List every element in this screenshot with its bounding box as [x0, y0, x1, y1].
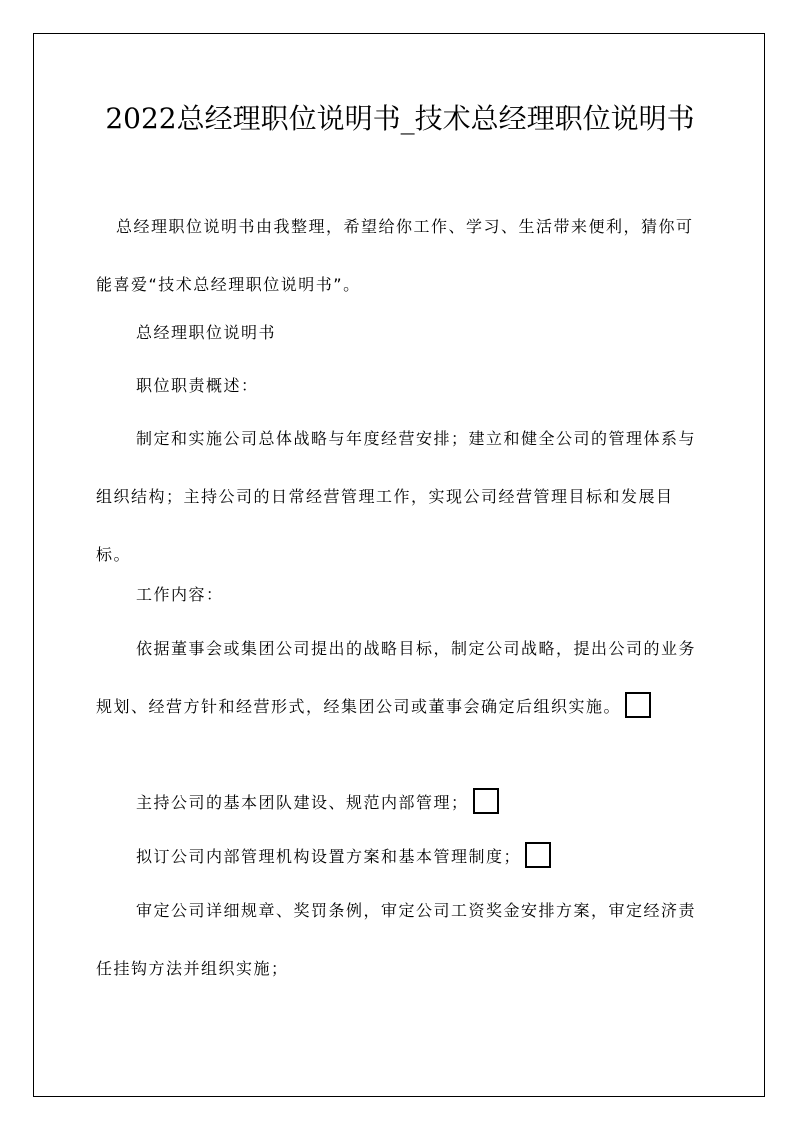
work-item-team-text: 主持公司的基本团队建设、规范内部管理； [136, 793, 469, 812]
work-heading [96, 566, 708, 624]
work-item-strategy-text: 依据董事会或集团公司提出的战略目标，制定公司战略，提出公司的业务规划、经营方针和经营形式，经集团公司或董事会确定后组织实施。 [96, 639, 697, 716]
duties-paragraph [96, 410, 708, 584]
work-item-team [96, 774, 708, 832]
section-heading [96, 304, 708, 362]
intro-text: 总经理职位说明书由我整理，希望给你工作、学习、生活带来便利，猜你可能喜爱“技术总经理职位说明书”。 [96, 217, 694, 294]
placeholder-box [525, 842, 551, 868]
work-item-strategy [96, 620, 708, 736]
placeholder-box [473, 788, 499, 814]
duties-heading [96, 357, 708, 415]
section-heading-text: 总经理职位说明书 [136, 323, 277, 342]
work-heading-text: 工作内容： [136, 585, 224, 604]
work-item-rules [96, 882, 708, 998]
placeholder-box [625, 692, 651, 718]
duties-heading-text: 职位职责概述： [136, 376, 259, 395]
duties-text: 制定和实施公司总体战略与年度经营安排；建立和健全公司的管理体系与组织结构；主持公司的日常经营管理工作，实现公司经营管理目标和发展目标。 [96, 429, 697, 564]
document-title: 2022总经理职位说明书_技术总经理职位说明书 [105, 102, 695, 135]
work-item-structure-text: 拟订公司内部管理机构设置方案和基本管理制度； [136, 847, 522, 866]
intro-paragraph [96, 198, 708, 314]
work-item-structure [96, 828, 708, 886]
work-item-rules-text: 审定公司详细规章、奖罚条例，审定公司工资奖金安排方案，审定经济责任挂钩方法并组织实施； [96, 901, 697, 978]
